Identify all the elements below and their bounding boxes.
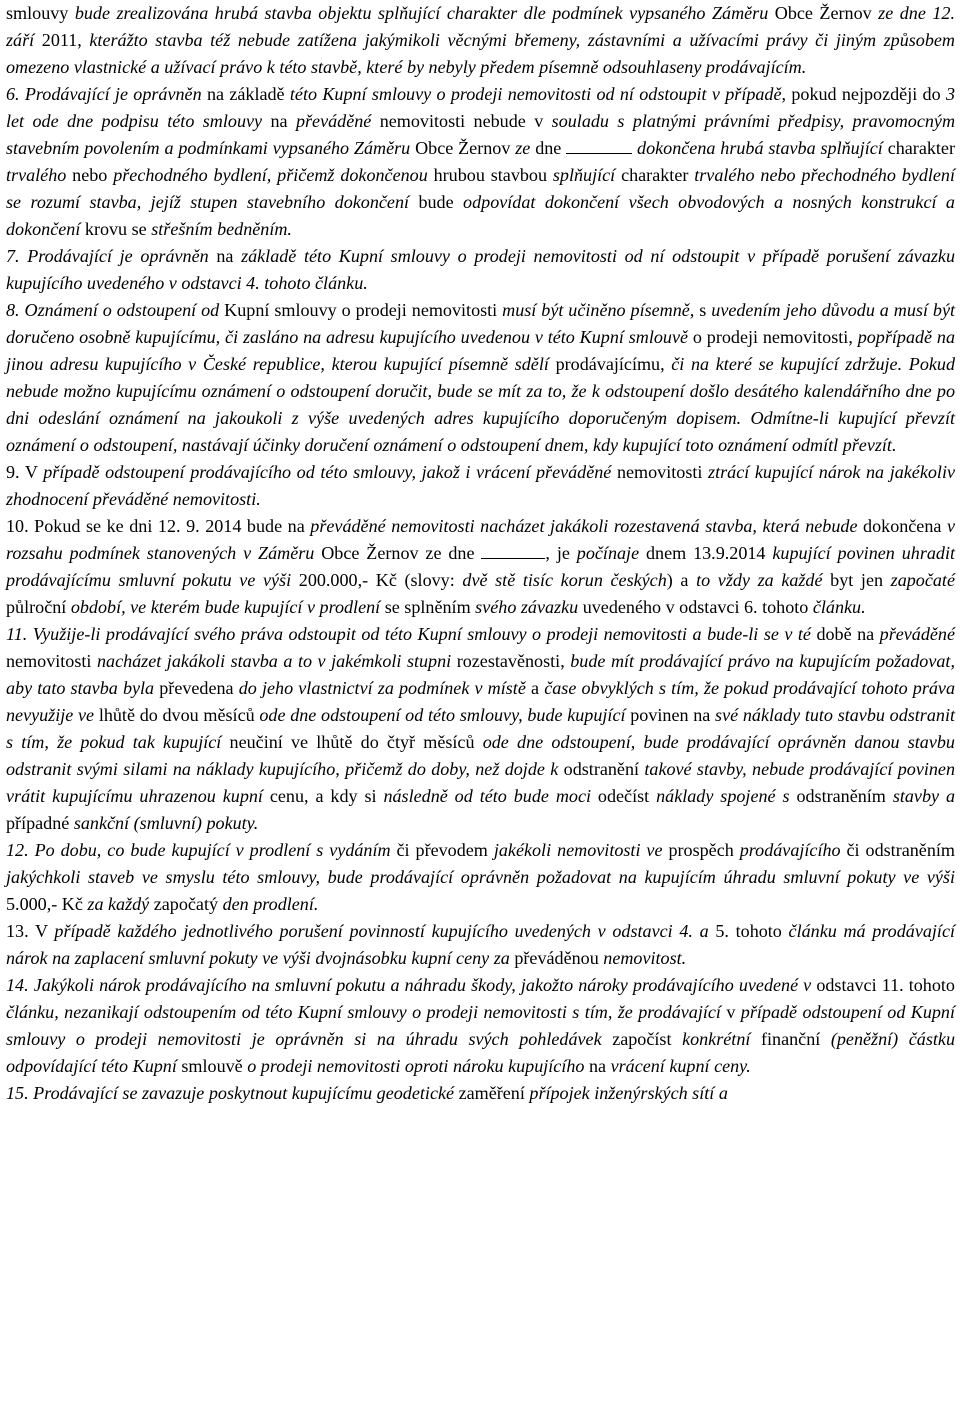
text-run: uvedením jeho důvodu a musí být doručeno osobně kupujícímu, či zasláno na adresu kupujícího uvedenou v této Kupní smlouvě: [6, 300, 956, 347]
text-run: , pokud nejpozději do: [781, 84, 946, 104]
text-run: Obce Žernov: [774, 3, 879, 23]
text-run: konkrétní: [682, 1029, 761, 1049]
text-run: dne odstoupení, bude prodávající oprávněn danou stavbu odstranit svými silami na náklady kupujícího, přičemž do doby, než dojde k: [6, 732, 955, 779]
text-run: článku, nezanikají odstoupením od této Kupní smlouvy o prodeji nemovitosti s tím, že prodávající: [6, 1002, 727, 1022]
text-run: to vždy za každé: [696, 570, 831, 590]
text-run: této Kupní smlouvy o prodeji nemovitosti od ní odstoupit v případě porušení závazku kupujícího uvedeného v odstavci 4. tohoto článku.: [6, 246, 955, 293]
text-run: smlouvy: [6, 3, 75, 23]
text-run: nacházet jakákoli stavba a to v jakémkoli stupni: [96, 651, 457, 671]
text-run: nemovitosti: [6, 651, 97, 671]
text-run: 3 let ode dne podpisu této smlouvy: [6, 84, 956, 131]
text-run: této Kupní smlouvy o prodeji nemovitosti od ní odstoupit v případě: [289, 84, 782, 104]
text-run: odstavci 11. tohoto: [816, 975, 955, 995]
text-run: souladu s platnými právními předpisy, pravomocným stavebním povolením a podmínkami vypsaného Záměru: [6, 111, 956, 158]
text-run: 9. V: [6, 462, 44, 482]
text-run: 11. Využije-li prodávající svého práva odstoupit od této Kupní smlouvy o prodeji nemovitosti a bude-li se v té: [6, 624, 817, 644]
text-run: prodávajícího: [739, 840, 847, 860]
text-run: dnem 13.9.2014: [646, 543, 773, 563]
paragraph-p14: [6, 972, 955, 1080]
text-run: lhůtě do dvou měsíců: [98, 705, 260, 725]
paragraph-p9: [6, 459, 955, 513]
text-run: době na: [816, 624, 880, 644]
text-run: 200.000,- Kč (slovy:: [298, 570, 463, 590]
text-run: kupující povinen uhradit prodávajícímu smluvní pokutu ve výši: [6, 543, 956, 590]
text-run: , je: [545, 543, 577, 563]
paragraph-p5_cont: [6, 0, 955, 81]
text-run: jakékoli nemovitosti ve: [493, 840, 669, 860]
text-run: dokončena: [863, 516, 947, 536]
text-run: své náklady tuto stavbu odstranit s tím, že pokud tak kupující: [6, 705, 955, 752]
text-run: hrubou stavbou: [433, 165, 553, 185]
text-run: splňující: [552, 165, 622, 185]
paragraph-p10: [6, 513, 955, 621]
text-run: 7. Prodávající je oprávněn: [6, 246, 217, 266]
text-run: přechodného bydlení, přičemž dokončenou: [113, 165, 434, 185]
text-run: 6. Prodávající je oprávněn: [6, 84, 207, 104]
text-run: jakýchkoli staveb ve smyslu této smlouvy, bude prodávající oprávněn požadovat na kupujícím úhradu smluvní pokuty ve výši: [6, 867, 955, 887]
text-run: rozestavěnosti,: [456, 651, 571, 671]
text-run: počínaje: [576, 543, 646, 563]
text-run: následně od této bude moci: [383, 786, 598, 806]
text-run: popřípadě na jinou adresu kupujícího v České republice, kterou kupující písemně sdělí: [6, 327, 956, 374]
text-run: trvalého: [6, 165, 73, 185]
text-run: ) a: [666, 570, 697, 590]
text-run: nebo: [72, 165, 114, 185]
text-run: sankční (smluvní) pokuty.: [73, 813, 259, 833]
text-run: na: [216, 246, 242, 266]
text-run: půlroční: [6, 597, 71, 617]
text-run: nemovitosti: [616, 462, 709, 482]
text-run: započíst: [612, 1029, 683, 1049]
paragraph-p13: [6, 918, 955, 972]
text-run: článku má prodávající nárok na zaplacení smluvní pokuty ve výši dvojnásobku kupní ceny za: [6, 921, 956, 968]
text-run: charakter: [887, 138, 955, 158]
text-run: odstranění: [563, 759, 645, 779]
text-run: 2011,: [41, 30, 90, 50]
text-run: ode dne odstoupení od této smlouvy, bude kupující: [259, 705, 631, 725]
text-run: 13. V: [6, 921, 55, 941]
text-run: 5.000,- Kč: [6, 894, 88, 914]
text-run: převáděnou: [514, 948, 604, 968]
text-run: nemovitost.: [603, 948, 687, 968]
text-run: přípojek inženýrských sítí a: [529, 1083, 728, 1103]
text-run: či převodem: [396, 840, 494, 860]
text-run: o prodeji nemovitosti oproti nároku kupujícího: [247, 1056, 589, 1076]
text-run: neučiní ve lhůtě do čtyř měsíců: [229, 732, 483, 752]
text-run: základě: [241, 246, 304, 266]
text-run: období, ve kterém bude kupující v prodlení: [70, 597, 385, 617]
text-run: (peněžní) částku odpovídající této Kupní: [6, 1029, 955, 1076]
text-run: případné: [6, 813, 74, 833]
text-run: 12. Po dobu, co bude kupující v prodlení s vydáním: [6, 840, 397, 860]
text-run: se splněním: [384, 597, 476, 617]
text-run: den prodlení.: [222, 894, 319, 914]
text-run: cenu, a kdy si: [269, 786, 384, 806]
text-run: uvedeného v odstavci 6. tohoto: [582, 597, 813, 617]
text-run: dne: [535, 138, 567, 158]
text-run: byt jen: [830, 570, 891, 590]
text-run: trvalého nebo přechodného bydlení se rozumí stavba, jejíž stupen stavebního dokončení: [6, 165, 956, 212]
text-run: a: [531, 678, 545, 698]
text-run: započatý: [153, 894, 223, 914]
text-run: o prodeji nemovitosti,: [692, 327, 858, 347]
text-run: zaměření: [458, 1083, 530, 1103]
text-run: 10. Pokud se ke dni 12. 9. 2014 bude na: [6, 516, 311, 536]
paragraph-p8: [6, 297, 955, 459]
text-run: Obce Žernov ze dne: [321, 543, 482, 563]
text-run: dokončena hrubá stavba splňující: [632, 138, 888, 158]
paragraph-p15: [6, 1080, 955, 1107]
text-run: s: [699, 300, 712, 320]
text-run: na: [270, 111, 296, 131]
text-run: nemovitosti nebude v: [379, 111, 552, 131]
text-run: stavby a: [892, 786, 955, 806]
text-run: Kupní smlouvy o prodeji nemovitosti: [224, 300, 503, 320]
text-run: bude zrealizována hrubá stavba objektu splňující charakter dle podmínek vypsaného Záměru: [74, 3, 775, 23]
text-run: dvě stě tisíc korun českých: [462, 570, 667, 590]
paragraph-p6: [6, 81, 955, 243]
text-run: finanční: [760, 1029, 831, 1049]
text-run: svého závazku: [475, 597, 583, 617]
text-run: bude mít prodávající právo na kupujícím požadovat, aby tato stavba byla: [6, 651, 955, 698]
text-run: za každý: [87, 894, 154, 914]
text-run: smlouvě: [181, 1056, 248, 1076]
fill-in-blank-line: [481, 543, 545, 559]
text-run: musí být učiněno písemně,: [502, 300, 700, 320]
text-run: či na které se kupující zdržuje. Pokud nebude možno kupujícímu oznámení o odstoupení doručit, bude se mít za to, že k odstoupení došlo desátého kalendářního dne po dni odeslání oznámení na jakoukoli z výše uvedených adres kupujícího doporučeným dopisem. Odmítne-li kupující převzít oznámení o odstoupení, nastávají účinky doručení oznámení o odstoupení dnem, kdy kupující toto oznámení odmítl převzít.: [6, 354, 955, 455]
text-run: 14. Jakýkoli nárok prodávajícího na smluvní pokutu a náhradu škody, jakožto nároky prodávajícího uvedené v: [6, 975, 817, 995]
text-run: náklady spojené s: [656, 786, 797, 806]
text-run: prodávajícímu,: [555, 354, 672, 374]
text-run: převáděné: [879, 624, 956, 644]
text-run: 15. Prodávající se zavazuje poskytnout kupujícímu geodetické: [6, 1083, 459, 1103]
text-run: odstraněním: [796, 786, 893, 806]
text-run: případě odstoupení prodávajícího od této smlouvy, jakož i vrácení převáděné: [43, 462, 617, 482]
text-run: ode: [482, 732, 518, 752]
text-run: převáděné: [295, 111, 380, 131]
text-run: ze: [515, 138, 536, 158]
text-run: charakter: [621, 165, 695, 185]
text-run: na základě: [206, 84, 290, 104]
text-run: na: [588, 1056, 611, 1076]
text-run: 8. Oznámení o odstoupení od: [6, 300, 225, 320]
text-run: odečíst: [597, 786, 657, 806]
text-run: střešním bedněním.: [151, 219, 292, 239]
text-run: v: [726, 1002, 741, 1022]
text-run: ze dne 12. září: [6, 3, 955, 50]
text-run: případě každého jednotlivého porušení povinností kupujícího uvedených v odstavci 4. a: [54, 921, 716, 941]
text-run: případě odstoupení od Kupní smlouvy o prodeji nemovitosti je oprávněn si na úhradu svých pohledávek: [6, 1002, 955, 1049]
text-run: Obce Žernov: [415, 138, 516, 158]
fill-in-blank-line: [566, 138, 632, 154]
text-run: článku.: [812, 597, 866, 617]
text-run: odpovídat dokončení všech obvodových a nosných konstrukcí a dokončení: [6, 192, 955, 239]
text-run: ztrácí kupující nárok na jakékoliv zhodnocení převáděné nemovitosti.: [6, 462, 956, 509]
text-run: vrácení kupní ceny.: [610, 1056, 751, 1076]
text-run: krovu se: [84, 219, 152, 239]
text-run: v rozsahu podmínek stanovených v Záměru: [6, 516, 956, 563]
text-run: povinen na: [630, 705, 716, 725]
text-run: převedena: [159, 678, 239, 698]
text-run: kterážto stavba též nebude zatížena jakýmikoli věcnými břemeny, zástavními a užívacími právy či jiným způsobem omezeno vlastnické a užívací právo k této stavbě, které by nebyly předem písemně odsouhlaseny prodávajícím.: [6, 30, 955, 77]
text-run: bude: [418, 192, 464, 212]
text-run: převáděné nemovitosti nacházet jakákoli rozestavená stavba, která nebude: [310, 516, 864, 536]
paragraph-p12: [6, 837, 955, 918]
text-run: prospěch: [668, 840, 740, 860]
text-run: čase obvyklých s tím, že pokud prodávající tohoto práva nevyužije ve: [6, 678, 955, 725]
text-run: započaté: [890, 570, 955, 590]
text-run: do jeho vlastnictví za podmínek v místě: [238, 678, 532, 698]
text-run: či odstraněním: [846, 840, 955, 860]
paragraph-p11: [6, 621, 955, 837]
paragraph-p7: [6, 243, 955, 297]
text-run: 5. tohoto: [715, 921, 789, 941]
text-run: takové stavby, nebude prodávající povinen vrátit kupujícímu uhrazenou kupní: [6, 759, 955, 806]
